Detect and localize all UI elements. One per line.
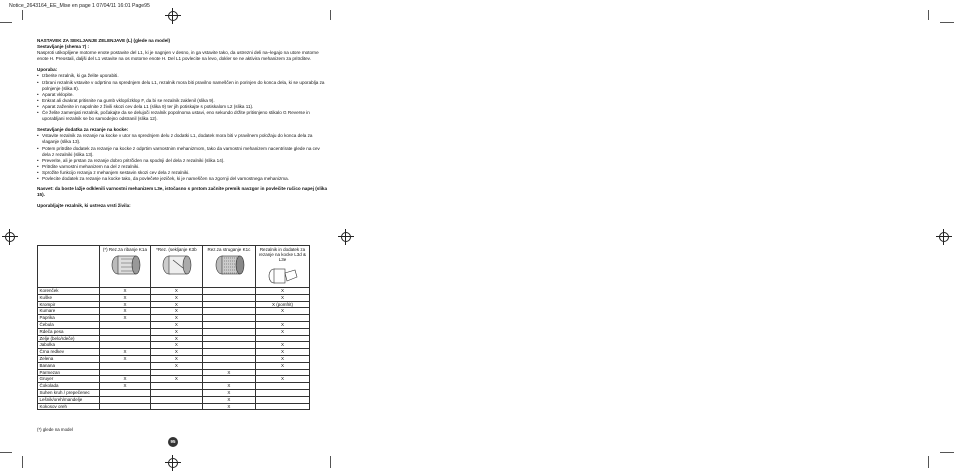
section-title: NASTAVEK ZA SEKLJANJE ZELENJAVE (L) (glede na model) <box>37 38 171 43</box>
table-row <box>38 288 310 295</box>
table-cell: X <box>100 308 151 315</box>
table-row <box>38 369 310 376</box>
food-name: Gruyer <box>38 376 100 383</box>
table-row <box>38 335 310 342</box>
food-name: Kokosov oreh <box>38 403 100 410</box>
table-cell <box>150 403 202 410</box>
table-cell <box>255 383 309 390</box>
table-cell <box>202 342 255 349</box>
table-cell <box>150 389 202 396</box>
table-cell <box>100 369 151 376</box>
table-cell: X <box>150 294 202 301</box>
table-cell: X <box>202 383 255 390</box>
use-heading: Uporaba: <box>37 67 58 73</box>
table-cell: X <box>100 288 151 295</box>
registration-mark-top <box>165 8 181 24</box>
table-row <box>38 342 310 349</box>
table-cell: X <box>255 294 309 301</box>
grater-drum-icon <box>108 254 142 276</box>
addon-heading: Sestavljanje dodatka za rezanje na kocke: <box>37 127 129 133</box>
table-row <box>38 349 310 356</box>
table-cell: X <box>150 288 202 295</box>
table-cell <box>100 396 151 403</box>
table-cell: X <box>150 315 202 322</box>
column-header: (*) Rez.za ribanje K1a <box>100 246 151 288</box>
table-row <box>38 321 310 328</box>
table-cell <box>255 396 309 403</box>
registration-mark-right-page <box>936 229 952 245</box>
list-item: • Izberite rezalnik, ki ga želite uporabiti. <box>37 73 327 79</box>
advice-note: Nasvet: da boste lažje odklenili varnostni mehanizem L3e, istočasno s prstom začnite premik navzgor in povlečite ručico napej (slika 15). <box>37 186 328 198</box>
crop-mark <box>940 22 954 23</box>
crop-mark <box>928 10 929 20</box>
table-cell: X <box>255 342 309 349</box>
food-name: Banana <box>38 362 100 369</box>
food-name: Čokolada <box>38 383 100 390</box>
food-name: Čebula <box>38 321 100 328</box>
table-cell <box>202 308 255 315</box>
table-cell: X <box>255 376 309 383</box>
crop-mark <box>0 452 12 453</box>
table-cell: X <box>255 349 309 356</box>
food-name: Črna redkev <box>38 349 100 356</box>
table-cell: X <box>100 349 151 356</box>
column-header: *Rez. (sekljanje K3b <box>150 246 202 288</box>
list-item: • Enkrat ali dvakrat pritisnite na gumb vklop/izklop F, da bi se rezalnik zaklenil (slika 9). <box>37 98 327 104</box>
table-cell: X <box>255 328 309 335</box>
crop-mark <box>0 22 12 23</box>
list-item: • Povlecite dodatek za rezanje na kocke tako, da povlečete jeziček, ki je nameščen na zgornji del varnostnega mehanizma. <box>37 176 327 182</box>
food-name: Paprika <box>38 315 100 322</box>
crop-mark <box>940 452 954 453</box>
food-name: Korenček <box>38 288 100 295</box>
table-cell: X <box>150 342 202 349</box>
table-cell <box>202 328 255 335</box>
food-name: Zelena <box>38 355 100 362</box>
table-cell <box>100 321 151 328</box>
instructions <box>37 38 327 209</box>
table-row <box>38 396 310 403</box>
cutter-table <box>37 245 310 410</box>
assembly-text: Nasproti utikoplijene motorne enote postavite del L1, ki je nagnjen v desno, in ga vstavite tako, da ustrezni deli na–legajo na utore motorne enote H. Preostali, daljši del L1 vstavite na os motorne enote H. Del L1 povlecite na levo, dokler se ne aktivira mehanizem za pritrditev. <box>37 50 319 62</box>
food-name: Krompir <box>38 301 100 308</box>
page-number: 95 <box>168 437 178 447</box>
table-cell <box>202 321 255 328</box>
table-cell: X <box>202 369 255 376</box>
table-row <box>38 376 310 383</box>
table-cell <box>202 362 255 369</box>
table-cell <box>255 315 309 322</box>
crop-mark <box>330 456 331 468</box>
table-cell <box>202 294 255 301</box>
table-cell <box>255 369 309 376</box>
list-item: • Preverite, ali je prstan za rezanje dobro pritrčiden na spodnji del dela z rezalniki (slika 14). <box>37 158 327 164</box>
table-heading: Uporabljajte rezalnik, ki ustreza vrsti živila: <box>37 203 131 209</box>
table-cell <box>255 335 309 342</box>
crop-mark <box>22 456 23 468</box>
table-cell <box>255 389 309 396</box>
table-row <box>38 362 310 369</box>
table-cell: X <box>100 355 151 362</box>
crop-mark <box>928 456 929 468</box>
food-name: Kuške <box>38 294 100 301</box>
table-cell <box>202 335 255 342</box>
table-header-row <box>38 246 310 288</box>
table-cell <box>100 362 151 369</box>
table-cell: X (pomfrit) <box>255 301 309 308</box>
list-item: • Sprožite funkcijo rezanja z mehanjem sestavin skozi cev dela z rezalniki. <box>37 170 327 176</box>
addon-list <box>37 133 327 182</box>
table-cell <box>202 301 255 308</box>
use-list <box>37 73 327 122</box>
table-cell: X <box>150 362 202 369</box>
dicer-icon <box>265 265 299 287</box>
table-row <box>38 328 310 335</box>
table-cell <box>202 349 255 356</box>
table-cell <box>202 315 255 322</box>
crop-mark <box>22 10 23 20</box>
table-cell: X <box>100 383 151 390</box>
table-cell <box>100 335 151 342</box>
table-cell: X <box>202 403 255 410</box>
table-cell: X <box>150 308 202 315</box>
table-cell <box>255 403 309 410</box>
footnote: (*) glede na model <box>37 427 73 432</box>
list-item: • Izbrani rezalnik vstavite v odprtino na sprednjem delu L1, rezalnik mora biti pravilno nameščen in porinjen do konca dela, ki se uporablja za polnjenje (slika 8). <box>37 80 327 92</box>
table-cell <box>100 328 151 335</box>
table-row <box>38 355 310 362</box>
table-cell: X <box>150 328 202 335</box>
table-cell: X <box>150 349 202 356</box>
column-header: Rez.za struganje K1c <box>202 246 255 288</box>
list-item: • Pritrdite varnostni mehanizem na del z rezalniki. <box>37 164 327 170</box>
table-cell: X <box>255 308 309 315</box>
table-row <box>38 389 310 396</box>
table-cell: X <box>150 355 202 362</box>
registration-mark-left <box>2 229 18 245</box>
table-cell: X <box>100 315 151 322</box>
table-cell: X <box>150 321 202 328</box>
registration-mark-right <box>338 229 354 245</box>
table-cell: X <box>255 321 309 328</box>
table-row <box>38 403 310 410</box>
table-cell <box>150 369 202 376</box>
shredder-drum-icon <box>212 254 246 276</box>
food-name: Kumare <box>38 308 100 315</box>
table-cell <box>202 355 255 362</box>
list-item: • Aparat zaženite in napolnite z živili skozi cev dela L1 (slika 9) ter jih potiskajte s potiskalom L2 (slika 11). <box>37 104 327 110</box>
assembly-heading: Sestavljanje (shema 7) : <box>37 44 90 50</box>
list-item: • Aparat vklopite. <box>37 92 327 98</box>
table-cell <box>100 403 151 410</box>
column-header: Rezalnik in dodatek za rezanje na kocke L3d & L3e <box>255 246 309 288</box>
table-cell <box>150 383 202 390</box>
table-cell: X <box>255 355 309 362</box>
slicer-drum-icon <box>159 254 193 276</box>
food-name: Rdeča pesa <box>38 328 100 335</box>
table-cell: X <box>100 294 151 301</box>
table-cell <box>202 376 255 383</box>
crop-mark <box>330 10 331 20</box>
table-row <box>38 301 310 308</box>
food-name: Suhen kruh / prepečenec <box>38 389 100 396</box>
table-cell: X <box>202 389 255 396</box>
table-cell: X <box>100 376 151 383</box>
food-name: Jabolka <box>38 342 100 349</box>
table-cell <box>150 396 202 403</box>
table-cell: X <box>150 301 202 308</box>
print-header: Notice_2643164_EE_Mise en page 1 07/04/11 16:01 Page95 <box>9 3 150 9</box>
table-cell: X <box>100 301 151 308</box>
list-item: • Vstavite rezalnik za rezanje na kocke v utor na sprednjem delu z dodatki L1, dodatek mora biti v pravilnem položaju do konca dela za vlaganje (slika 13). <box>37 133 327 145</box>
food-name: Lešnik/oreh/mandelje <box>38 396 100 403</box>
table-cell: X <box>255 362 309 369</box>
table-row <box>38 383 310 390</box>
food-column-header <box>38 246 100 288</box>
table-cell: X <box>202 396 255 403</box>
food-name: Parmezan <box>38 369 100 376</box>
table-cell <box>202 288 255 295</box>
table-cell: X <box>255 288 309 295</box>
table-cell <box>100 342 151 349</box>
list-item: • Potem pritrdite dodatek za rezanje na kocke z odprtim varnostnim mehanizmom, tako da varnostni mehanizem nacentrirate glede na cev dela z rezalniki (slika 13). <box>37 146 327 158</box>
food-name: Zelje (belo/rdeče) <box>38 335 100 342</box>
list-item: • Če želite zamenjati rezalnik, počakajte da se delujoči rezalnik popolnoma ustavi, eno sekundo držite pritisnjeno stikalo G Reverse in uporabljani rezalnik se bo samodejno odstranil (slika 12). <box>37 110 327 122</box>
registration-mark-bottom <box>165 455 181 471</box>
table-cell <box>100 389 151 396</box>
table-row <box>38 294 310 301</box>
table-cell: X <box>150 335 202 342</box>
table-row <box>38 315 310 322</box>
table-row <box>38 308 310 315</box>
table-cell: X <box>150 376 202 383</box>
